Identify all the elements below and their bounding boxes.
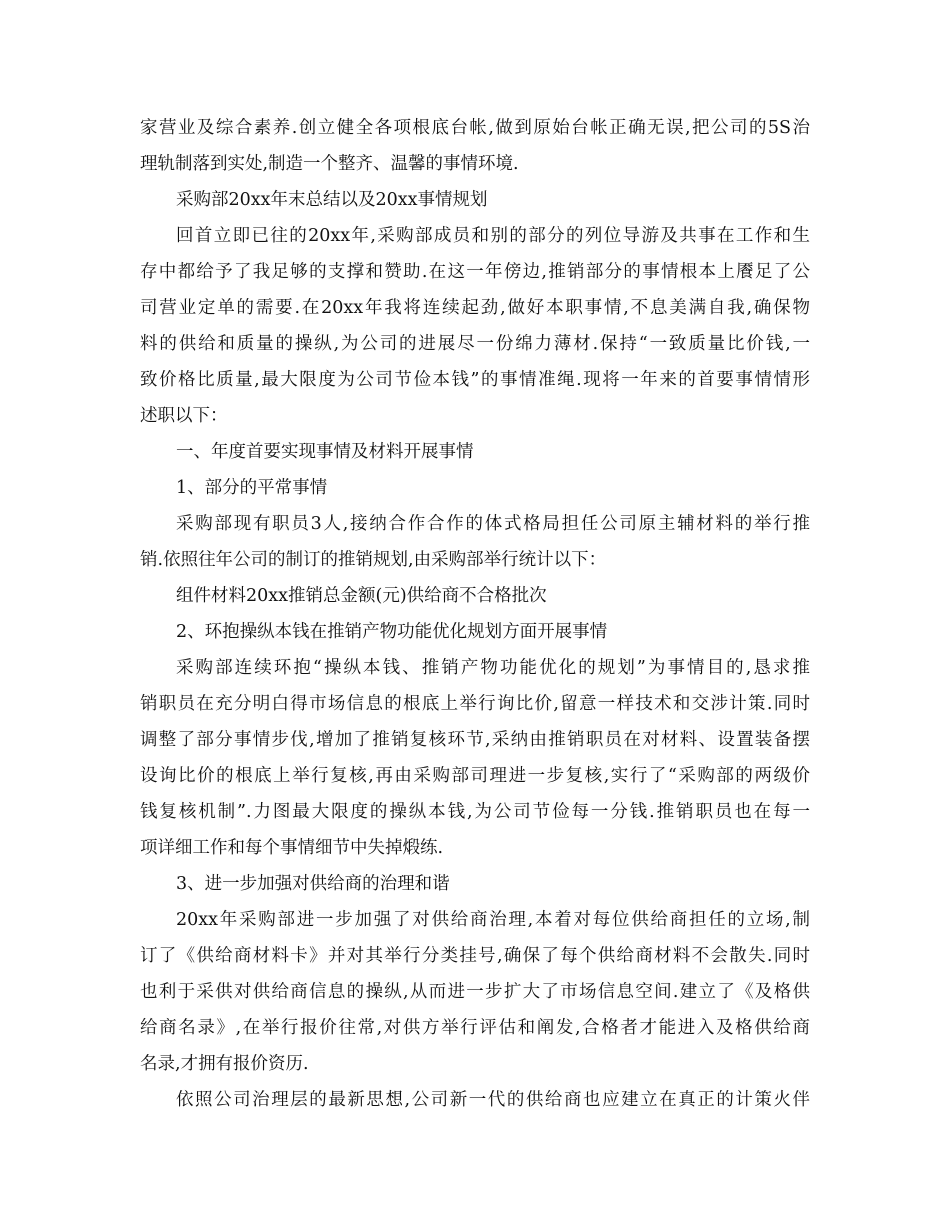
text-line: 调整了部分事情步伐,增加了推销复核环节,采纳由推销职员在对材料、设置装备摆 — [140, 730, 810, 750]
text-line: 理轨制落到实处,制造一个整齐、温馨的事情环境. — [140, 154, 519, 174]
section-heading: 采购部20xx年末总结以及20xx事情规划 — [176, 190, 488, 210]
table-header-line: 组件材料20xx推销总金额(元)供给商不合格批次 — [176, 586, 547, 606]
text-line: 依照公司治理层的最新思想,公司新一代的供给商也应建立在真正的计策火伴 — [176, 1090, 810, 1110]
text-line: 述职以下： — [140, 406, 228, 426]
text-line: 名录,才拥有报价资历. — [140, 1054, 309, 1074]
subsection-heading: 2、环抱操纵本钱在推销产物功能优化规划方面开展事情 — [176, 622, 608, 642]
text-line: 料的供给和质量的操纵,为公司的进展尽一份绵力薄材.保持“一致质量比价钱,一 — [140, 334, 810, 354]
text-line: 销职员在充分明白得市场信息的根底上举行询比价,留意一样技术和交涉计策.同时 — [140, 694, 810, 714]
text-line: 项详细工作和每个事情细节中失掉煅练. — [140, 838, 444, 858]
text-line: 给商名录》,在举行报价往常,对供方举行评估和阐发,合格者才能进入及格供给商 — [140, 1018, 810, 1038]
text-line: 设询比价的根底上举行复核,再由采购部司理进一步复核,实行了“采购部的两级价 — [140, 766, 810, 786]
section-heading: 一、年度首要实现事情及材料开展事情 — [176, 442, 474, 462]
text-line: 采购部连续环抱“操纵本钱、推销产物功能优化的规划”为事情目的,恳求推 — [176, 658, 810, 678]
text-line: 钱复核机制”.力图最大限度的操纵本钱,为公司节俭每一分钱.推销职员也在每一 — [140, 802, 810, 822]
subsection-heading: 1、部分的平常事情 — [176, 478, 328, 498]
text-line: 家营业及综合素养.创立健全各项根底台帐,做到原始台帐正确无误,把公司的5S治 — [140, 118, 810, 138]
text-line: 销.依照往年公司的制订的推销规划,由采购部举行统计以下： — [140, 550, 607, 570]
text-line: 订了《供给商材料卡》并对其举行分类挂号,确保了每个供给商材料不会散失.同时 — [140, 946, 810, 966]
text-line: 采购部现有职员3人,接纳合作合作的体式格局担任公司原主辅材料的举行推 — [176, 514, 810, 534]
subsection-heading: 3、进一步加强对供给商的治理和谐 — [176, 874, 450, 894]
text-line: 也利于采供对供给商信息的操纵,从而进一步扩大了市场信息空间.建立了《及格供 — [140, 982, 810, 1002]
text-line: 致价格比质量,最大限度为公司节俭本钱”的事情准绳.现将一年来的首要事情情形 — [140, 370, 810, 390]
text-line: 20xx年采购部进一步加强了对供给商治理,本着对每位供给商担任的立场,制 — [176, 910, 810, 930]
text-line: 存中都给予了我足够的支撑和赞助.在这一年傍边,推销部分的事情根本上餍足了公 — [140, 262, 810, 282]
text-line: 司营业定单的需要.在20xx年我将连续起劲,做好本职事情,不息美满自我,确保物 — [140, 298, 810, 318]
text-line: 回首立即已往的20xx年,采购部成员和别的部分的列位导游及共事在工作和生 — [176, 226, 810, 246]
